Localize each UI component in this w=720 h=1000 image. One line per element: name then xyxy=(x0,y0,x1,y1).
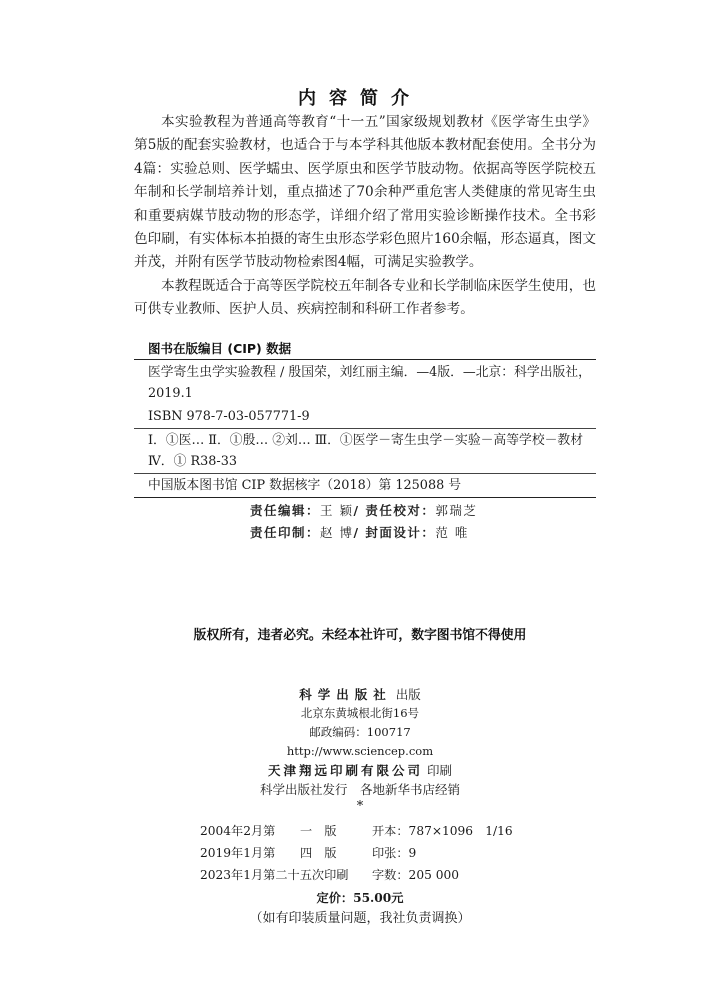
publisher-address: 北京东黄城根北街16号 xyxy=(300,706,420,720)
editor-role: 责任编辑： xyxy=(250,503,321,518)
quality-notice: （如有印装质量问题，我社负责调换） xyxy=(249,911,471,926)
editor-line-2 xyxy=(250,522,477,544)
cip-isbn: ISBN 978-7-03-057771-9 xyxy=(148,409,310,424)
publisher-postcode: 邮政编码：100717 xyxy=(309,725,411,739)
introduction-section xyxy=(134,111,596,322)
printer-action: 印刷 xyxy=(426,763,452,778)
proofreader-name: 郭瑞芝 xyxy=(435,503,478,518)
cip-data-box xyxy=(134,359,596,498)
publisher-block xyxy=(0,685,720,815)
printer-line xyxy=(0,761,720,780)
intro-paragraph-1: 本实验教程为普通高等教育“十一五”国家级规划教材《医学寄生虫学》第5版的配套实验教材，也适合于与本学科其他版本教材配套使用。全书分为4篇：实验总则、医学蠕虫、医学原虫和医学节肢动物。依据高等医学院校五年制和长学制培养计划，重点描述了70余种严重危害人类健康的常见寄生虫和重要病媒节肢动物的形态学，详细介绍了常用实验诊断操作技术。全书彩色印刷，有实体标本拍摄的寄生虫形态学彩色照片160余幅，形态逼真，图文并茂，并附有医学节肢动物检索图4幅，可满足实验教学。 xyxy=(134,114,596,271)
cover-designer-name: 范 唯 xyxy=(435,525,469,540)
printer-name: 天津翔远印刷有限公司 xyxy=(267,763,423,778)
cip-classification: Ⅰ．①医… Ⅱ．①殷… ②刘… Ⅲ．①医学－寄生虫学－实验－高等学校－教材 Ⅳ．① R38-33 xyxy=(134,428,596,473)
editor-line-1 xyxy=(250,500,477,522)
cover-designer-role: / 封面设计： xyxy=(353,525,436,540)
spec-detail: 印张：9 xyxy=(372,846,417,860)
print-supervisor-role: 责任印制： xyxy=(250,525,321,540)
editor-name: 王 颖 xyxy=(320,503,354,518)
proofreader-role: / 责任校对： xyxy=(353,503,436,518)
responsible-editors xyxy=(250,500,477,544)
spec-edition: 一 版 xyxy=(300,824,337,838)
spec-edition-date: 2019年1月第 xyxy=(200,846,276,860)
copyright-notice: 版权所有，违者必究。未经本社许可，数字图书馆不得使用 xyxy=(193,628,527,643)
spec-detail: 开本：787×1096 1/16 xyxy=(372,824,513,838)
separator-star: * xyxy=(356,799,364,814)
publisher-action: 出版 xyxy=(395,687,421,702)
page-title: 内容简介 xyxy=(298,88,422,109)
distribution-line: 科学出版社发行 各地新华书店经销 xyxy=(259,782,460,797)
cip-heading: 图书在版编目 (CIP) 数据 xyxy=(148,341,292,356)
price: 定价：55.00元 xyxy=(316,891,404,905)
spec-edition: 四 版 xyxy=(300,846,337,860)
publisher-name: 科学出版社 xyxy=(299,687,392,702)
spec-edition-date: 2004年2月第 xyxy=(200,824,276,838)
spec-detail: 字数：205 000 xyxy=(372,868,459,882)
cip-bibliographic: 医学寄生虫学实验教程 / 殷国荣，刘红丽主编．—4版．—北京：科学出版社，2019.1 xyxy=(148,365,591,401)
publisher-line xyxy=(0,685,720,704)
publisher-website: http://www.sciencep.com xyxy=(286,744,434,758)
intro-paragraph-2: 本教程既适合于高等医学院校五年制各专业和长学制临床医学生使用，也可供专业教师、医护人员、疾病控制和科研工作者参考。 xyxy=(134,277,596,318)
spec-print-run: 2023年1月第二十五次印刷 xyxy=(200,868,349,882)
print-supervisor-name: 赵 博 xyxy=(320,525,354,540)
cip-approval-number: 中国版本图书馆 CIP 数据核字（2018）第 125088 号 xyxy=(134,473,596,497)
